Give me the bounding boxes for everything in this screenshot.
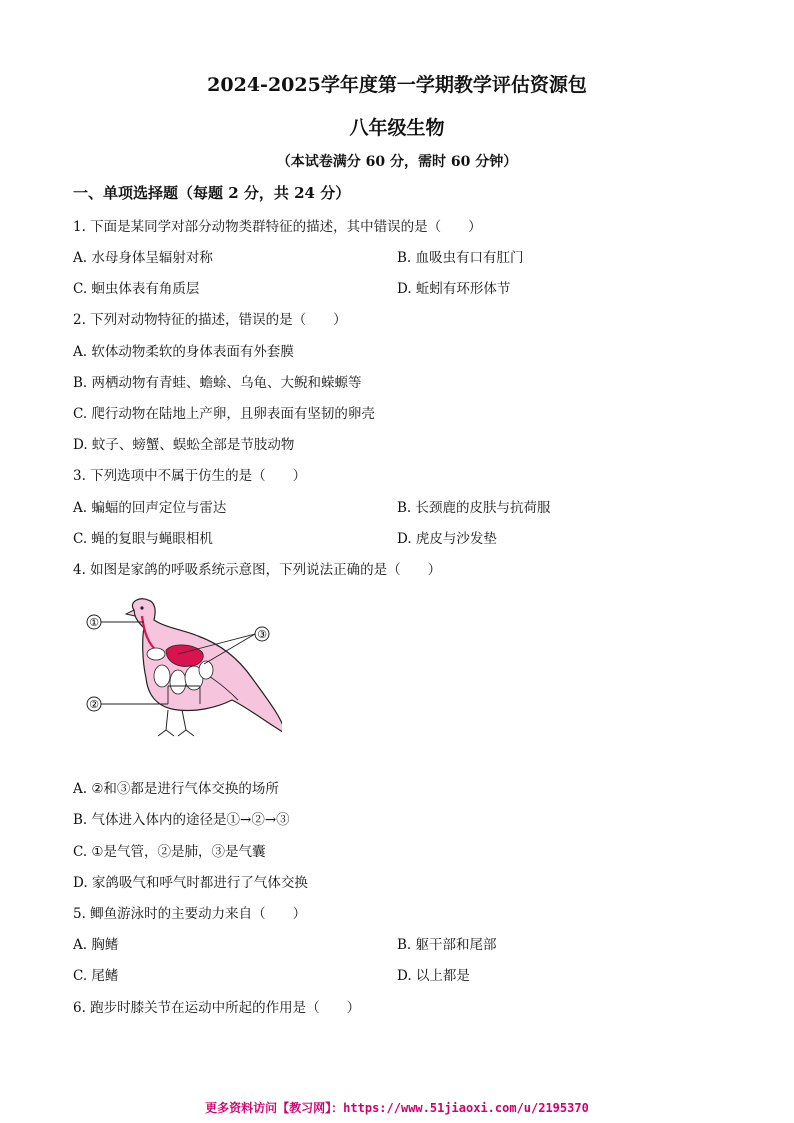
label-3: ③ — [257, 628, 267, 641]
air-sac-5 — [199, 661, 213, 679]
question-1-option-d: D. 蚯蚓有环形体节 — [397, 281, 511, 297]
question-3-option-a: A. 蝙蝠的回声定位与雷达 — [73, 500, 227, 516]
question-3-option-d: D. 虎皮与沙发垫 — [397, 531, 497, 547]
label-2: ② — [89, 698, 99, 711]
question-4-option-d: D. 家鸽吸气和呼气时都进行了气体交换 — [73, 875, 308, 891]
question-3-stem: 3. 下列选项中不属于仿生的是（ ） — [73, 468, 307, 484]
question-4-stem: 4. 如图是家鸽的呼吸系统示意图，下列说法正确的是（ ） — [73, 562, 442, 578]
exam-subject: 八年级生物 — [349, 117, 445, 139]
question-6-stem: 6. 跑步时膝关节在运动中所起的作用是（ ） — [73, 1000, 361, 1016]
question-2-option-c: C. 爬行动物在陆地上产卵，且卵表面有坚韧的卵壳 — [73, 406, 375, 422]
question-5-option-a: A. 胸鳍 — [73, 937, 119, 953]
question-4-option-a: A. ②和③都是进行气体交换的场所 — [73, 781, 279, 797]
pigeon-eye — [140, 606, 143, 609]
question-5-option-d: D. 以上都是 — [397, 968, 470, 984]
question-2-option-b: B. 两栖动物有青蛙、蟾蜍、乌龟、大鲵和蝾螈等 — [73, 375, 362, 391]
question-4-option-b: B. 气体进入体内的途径是①→②→③ — [73, 812, 290, 828]
footer-link[interactable]: 更多资料访问【教习网】：https://www.51jiaoxi.com/u/2195370 — [205, 1101, 589, 1115]
air-sac-1 — [147, 648, 165, 660]
exam-note: （本试卷满分 60 分，需时 60 分钟） — [276, 154, 518, 170]
pigeon-beak — [126, 610, 135, 616]
question-1-stem: 1. 下面是某同学对部分动物类群特征的描述，其中错误的是（ ） — [73, 219, 482, 235]
question-5-option-b: B. 躯干部和尾部 — [397, 937, 497, 953]
pigeon-respiratory-diagram — [82, 592, 282, 752]
question-2-stem: 2. 下列对动物特征的描述，错误的是（ ） — [73, 312, 347, 328]
question-5-option-c: C. 尾鳍 — [73, 968, 119, 984]
question-2-option-a: A. 软体动物柔软的身体表面有外套膜 — [73, 344, 294, 360]
question-3-option-c: C. 蝇的复眼与蝇眼相机 — [73, 531, 213, 547]
question-4-option-c: C. ①是气管，②是肺，③是气囊 — [73, 844, 266, 860]
question-1-option-b: B. 血吸虫有口有肛门 — [397, 250, 524, 266]
question-5-stem: 5. 鲫鱼游泳时的主要动力来自（ ） — [73, 906, 307, 922]
air-sac-3 — [170, 670, 186, 694]
question-3-option-b: B. 长颈鹿的皮肤与抗荷服 — [397, 500, 551, 516]
question-1-option-c: C. 蛔虫体表有角质层 — [73, 281, 200, 297]
pigeon-legs — [158, 710, 194, 736]
air-sac-2 — [154, 665, 170, 687]
question-1-option-a: A. 水母身体呈辐射对称 — [73, 250, 213, 266]
section-heading: 一、单项选择题（每题 2 分，共 24 分） — [73, 184, 351, 202]
exam-title: 2024-2025学年度第一学期教学评估资源包 — [207, 74, 587, 96]
label-1: ① — [89, 616, 99, 629]
question-2-option-d: D. 蚊子、螃蟹、蜈蚣全部是节肢动物 — [73, 437, 295, 453]
